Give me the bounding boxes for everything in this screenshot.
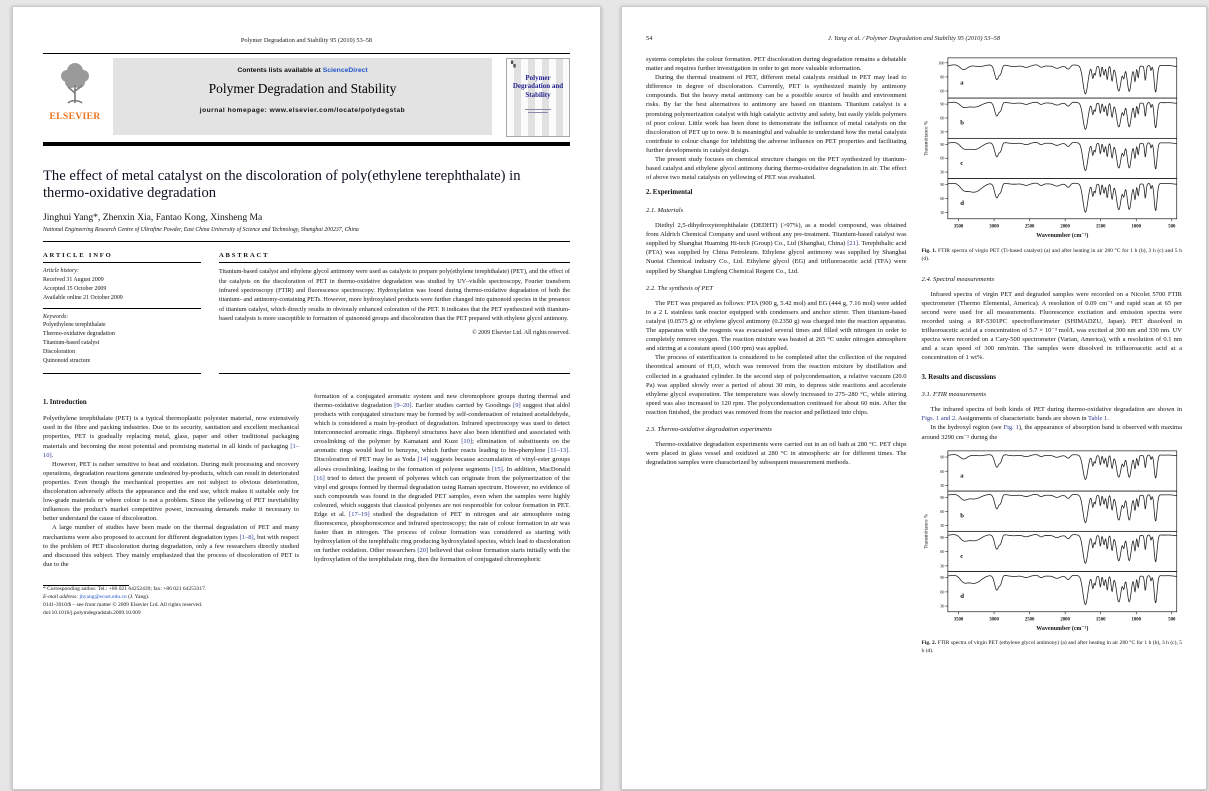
- svg-text:500: 500: [1167, 617, 1175, 623]
- subsection-heading-materials: 2.1. Materials: [646, 206, 684, 214]
- sciencedirect-link[interactable]: ScienceDirect: [322, 67, 368, 74]
- paragraph: systems completes the colour formation. PET discoloration during degradation remains a debatable matter and requires further investigation in order to get more valuable information.: [646, 56, 907, 73]
- history-item: Available online 21 October 2009: [43, 294, 123, 301]
- history-label: Article history:: [43, 268, 79, 275]
- abstract-text: Titanium-based catalyst and ethylene glycol antimony were used as catalysts to prepare poly(ethylene terephthalate) (PET), and the effect of the catalysts on the discoloration of PET in thermo-oxidative degradation was studied by UV–visible spectroscopy, Fourier transform infrared spectroscopy (FTIR) and fluorescence spectroscopy. Hydroxylation was found during thermo-oxidative degradation of both the titanium- and antinomy-containing PETs. However, more hydroxylated products were further changed into quinonoid species in the presence of titanium catalyst, which directly results in obviously enhanced coloration of the PET. It indicates that the PET synthesized with titanium-based catalysts is more susceptible to formation of quinonoid groups and discoloration than the PET prepared with ethylene glycol antimony.: [219, 268, 570, 323]
- footnote-issn: 0141-3910/$ – see front matter © 2009 Elsevier Ltd. All rights reserved. doi:10.1016/j.polymdegradstab.2009.10.009: [43, 601, 203, 616]
- paragraph: formation of a conjugated aromatic system and new chromophore groups during thermal and thermo-oxidative degradation [9–20]. Earlier studies carried by Goodings [9] suggest that aldol products with conjugated structure may be formed by self-condensation of retained acetaldehyde, which is considered a main by-product of degradation. Infrared spectroscopy was used to detect interconnected aromatic rings. Biphenyl structures have also been identified and associated with crosslinking of the polymer by Kamatani and Kuze [10]; elimination of substituents on the aromatic rings would lead to benzyne, which further reacts leading to bis-phenylene [11–13]. Discoloration of PET may be as Yoda [14] suggests because accumulation of vinyl-ester groups allows crosslinking, leading to the formation of polyene segments [15]. In addition, MacDonald [16] tried to detect the present of polyenes which can originate from the polymerization of the vinyl end groups formed by thermal degradation using Raman spectrum. However, no evidence of such compounds was found in the degraded PET samples, even when the samples were highly coloured, which suggests that classical polyenes are not responsible for colour formation in PET. Edge et al. [17–19] studied the degradation of PET in nitrogen and air atmosphere using fluorescence, phosphorescence and infrared spectroscopy; the rate of colour formation in air was faster than in nitrogen. The process of colour formation was considered as starting with hydroxylation of the terephthalic ring producing hydroxylated species, which lead to discoloration on further oxidation. Other researchers [20] believed that colour formation starts initially with the hydroxylation of the terephthalate ring, then the formation of conjugated chromophoric: [314, 392, 571, 564]
- svg-text:30: 30: [939, 563, 944, 569]
- figure-1-caption: Fig. 1. FTIR spectra of virgin PET (Ti-based catalyst) (a) and after heating in air 280 °C for 1 h (b), 3 h (c) and 5 h (d).: [921, 247, 1182, 262]
- elsevier-wordmark: ELSEVIER: [49, 111, 101, 122]
- section-heading-results: 3. Results and discussions: [921, 373, 996, 381]
- page-53: [12, 6, 601, 790]
- section-heading-introduction: 1. Introduction: [43, 398, 87, 406]
- svg-text:30: 30: [939, 129, 944, 135]
- svg-text:1500: 1500: [1095, 224, 1105, 230]
- svg-text:Transmittance %: Transmittance %: [923, 513, 930, 549]
- svg-text:60: 60: [939, 195, 944, 201]
- paragraph: A large number of studies have been made on the thermal degradation of PET and many mechanisms were also proposed to account for different degradation types [1–8], but with respect to the problem of PET discoloration during degradation, only a few researchers directly studied and discussed this subject. They mainly emphasized that the process of discoloration of PET is due to the: [43, 524, 299, 568]
- svg-text:Transmittance %: Transmittance %: [923, 120, 930, 156]
- page2-header: [646, 35, 1182, 47]
- journal-title: Polymer Degradation and Stability: [208, 81, 397, 96]
- elsevier-tree-icon: [54, 92, 96, 109]
- paragraph: The present study focuses on chemical structure changes on the PET synthesized by titanium-based catalyst and ethylene glycol antimony during thermo-oxidative degradation in air. The effect of above two metal catalysts on yellowing of PET was evaluated.: [646, 156, 907, 182]
- journal-homepage: journal homepage: www.elsevier.com/locate/polydegstab: [199, 107, 406, 114]
- svg-text:30: 30: [939, 603, 944, 609]
- svg-text:2500: 2500: [1024, 224, 1034, 230]
- keyword: Thermo-oxidative degradation: [43, 331, 115, 338]
- keywords-label: Keywords:: [43, 313, 69, 320]
- keyword: Quinonoid structure: [43, 357, 91, 364]
- svg-text:b: b: [959, 119, 964, 127]
- svg-text:3500: 3500: [953, 224, 963, 230]
- svg-text:2000: 2000: [1059, 617, 1070, 623]
- subsection-heading-ftir: 3.1. FTIR measurements: [921, 391, 987, 399]
- svg-text:90: 90: [939, 101, 944, 107]
- paragraph: The process of esterification is considered to be completed after the collection of the required theoretical amount of H₂O, which was removed from the reaction mixture by distillation and collected in a graduated cylinder. In the second step of polycondensation, a relative vacuum (20.0 Pa) was applied slowly over a period of about 30 min, to depress side reactions and accelerate ethylene glycol evaporation. The temperature was slowly increased to 275–280 °C, while stirring speed was also increased to 120 rpm. The polycondensation continued for about 60 min. After the reaction finished, the product was removed from the reactor and pelletized into chips.: [646, 354, 907, 416]
- banner-rule: [43, 142, 570, 146]
- keyword: Discoloration: [43, 349, 76, 356]
- keyword: Polyethylene terephthalate: [43, 322, 106, 329]
- page1-body: [43, 392, 570, 618]
- svg-text:a: a: [959, 79, 964, 87]
- subsection-heading-synthesis: 2.2. The synthesis of PET: [646, 284, 714, 292]
- footnote-corresponding: * Corresponding author. Tel.: +86 021 64252439; fax: +86 021 64253317.: [43, 585, 207, 592]
- homepage-url-link[interactable]: www.elsevier.com/locate/polydegstab: [269, 107, 406, 114]
- svg-text:d: d: [959, 200, 964, 208]
- cover-mark-icon: ▚: [511, 62, 516, 68]
- page-54: [621, 6, 1207, 790]
- page1-column-1: [43, 392, 299, 618]
- svg-text:30: 30: [939, 209, 944, 215]
- abstract-panel: [219, 248, 570, 374]
- keywords-block: [43, 308, 201, 366]
- svg-text:2000: 2000: [1059, 224, 1070, 230]
- svg-text:30: 30: [939, 482, 944, 488]
- svg-text:60: 60: [939, 88, 944, 94]
- svg-text:a: a: [959, 472, 964, 480]
- svg-text:90: 90: [939, 141, 944, 147]
- email-link[interactable]: jhyang@ecust.edu.cn: [79, 593, 127, 600]
- svg-text:2500: 2500: [1024, 617, 1034, 623]
- abstract-copyright: © 2009 Elsevier Ltd. All rights reserved.: [472, 329, 570, 336]
- affiliation: National Engineering Research Centre of Ultrafine Powder, East China University of Science and Technology, Shanghai 200237, China: [43, 227, 359, 234]
- article-title: The effect of metal catalyst on the discoloration of poly(ethylene terephthalate) in thermo-oxidative degradation: [43, 167, 521, 202]
- journal-cover-thumbnail[interactable]: ▚ Polymer Degradation and Stability: [506, 58, 570, 137]
- svg-text:500: 500: [1167, 224, 1175, 230]
- svg-text:60: 60: [939, 589, 944, 595]
- svg-text:60: 60: [939, 115, 944, 121]
- svg-text:30: 30: [939, 169, 944, 175]
- svg-text:60: 60: [939, 508, 944, 514]
- svg-text:30: 30: [939, 522, 944, 528]
- svg-text:80: 80: [939, 74, 944, 80]
- page1-column-2: [314, 392, 570, 618]
- svg-text:90: 90: [939, 494, 944, 500]
- svg-text:Wavenumber (cm⁻¹): Wavenumber (cm⁻¹): [1035, 625, 1088, 632]
- page2-column-2: [922, 55, 1183, 667]
- title-rule: [43, 241, 570, 242]
- svg-text:90: 90: [939, 534, 944, 540]
- page-number: 54: [646, 35, 653, 42]
- article-info-heading: ARTICLE INFO: [43, 252, 113, 260]
- abstract-heading: ABSTRACT: [219, 252, 270, 260]
- svg-text:90: 90: [939, 182, 944, 188]
- paragraph: The infrared spectra of both kinds of PET during thermo-oxidative degradation are shown in Figs. 1 and 2. Assignments of characteristic bands are shown in Table 1.: [921, 406, 1182, 423]
- figure-1-ftir-chart: [922, 55, 1183, 245]
- svg-text:1000: 1000: [1130, 617, 1141, 623]
- svg-text:60: 60: [939, 155, 944, 161]
- svg-text:c: c: [959, 552, 963, 560]
- figure-2-ftir-chart: [922, 448, 1183, 638]
- svg-text:100: 100: [937, 60, 944, 66]
- contents-line: Contents lists available at ScienceDirect: [237, 67, 368, 74]
- page2-column-1: [646, 55, 907, 667]
- svg-text:1500: 1500: [1095, 617, 1105, 623]
- svg-text:b: b: [959, 512, 964, 520]
- svg-text:60: 60: [939, 548, 944, 554]
- paragraph: Diethyl 2,5-dihydroxyterephthalate (DEDHT) (>97%), as a model compound, was obtained from Aldrich Chemical Company and used without any pre-treatment. Titanium-based catalyst was supplied by Shanghai Huaming Hi-tech (Group) Co., Ltd (Shanghai, China) [21]. Terephthalic acid (PTA) was supplied by China Petroleum. Ethylene glycol antimony was supplied by Shanghai Nuotai Chemical industry Co., Ltd. Ethylene glycol (EG) and trifluoroacetic acid (TFA) were supplied by Shanghai Lingfeng Chemical Regent Co., Ltd.: [646, 222, 907, 275]
- svg-text:c: c: [959, 159, 963, 167]
- paragraph: Infrared spectra of virgin PET and degraded samples were recorded on a Nicolet 5700 FTIR spectrometer (Thermo Elemental, America). A resolution of 0.09 cm⁻¹ and rapid scan at 65 per second were used for all measurements. Fluorescence excitation and emission spectra were recorded using a RF-5301PC spectrofluorimeter (SHIMADZU, Japan). PET dissolved in trifluoroacetic acid at a concentration of 5.7 × 10⁻³ mol/L was excited at 300 nm and 330 nm. UV spectra were recorded on a Cary-500 spectrometer (Varian, America), with a resolution of 0.1 nm and a scan speed of 300 nm/min. The samples were dissolved in trifluoroacetic acid at a concentration of 1 wt%.: [921, 290, 1182, 362]
- svg-text:1000: 1000: [1130, 224, 1141, 230]
- authors-line: Jinghui Yang*, Zhenxin Xia, Fantao Kong, Xinsheng Ma: [43, 212, 263, 224]
- elsevier-logo[interactable]: [43, 59, 107, 137]
- journal-citation: Polymer Degradation and Stability 95 (2010) 53–58: [240, 37, 373, 44]
- keyword: Titanium-based catalyst: [43, 340, 100, 347]
- paragraph: Polyethylene terephthalate (PET) is a typical thermoplastic polyester material, now extensively used in the fibre and packing industries. Due to its security, sanitation and excellent mechanical properties, PET is gradually replacing metal, glass, paper and other traditional packaging materials and becoming the most potential and promising material in all kinds of packaging [1–10].: [43, 415, 299, 459]
- figure-2-caption: Fig. 2. FTIR spectra of virgin PET (ethylene glycol antimony) (a) and after heating in air 280 °C for 1 h (b), 3 h (c), 5 h (d).: [921, 640, 1183, 655]
- running-head: J. Yang et al. / Polymer Degradation and Stability 95 (2010) 53–58: [827, 35, 1001, 42]
- paragraph: During the thermal treatment of PET, different metal catalysts residual in PET may lead to difference in degree of discoloration. Currently, PET is synthesized mainly by antimony compounds. But the heavy metal antimony can be a possible source of health and environment risks. By far the best alternatives to antimony are based on titanium. Titanium catalyst is a promising polymerization catalyst with high catalytic activity and safety, but easily yields polymers of poor colour. Little work has been done to demonstrate the influence of metal catalysts on the discoloration of PET up to now. It is meaningful and valuable to understand how the metal catalysts contribute to colour change for inhibiting the adverse influence on PET properties and facilitating further developments in catalyst design.: [646, 74, 907, 154]
- history-item: Received 31 August 2009: [43, 277, 104, 284]
- svg-text:60: 60: [939, 468, 944, 474]
- paragraph: However, PET is rather sensitive to heat and oxidation. During melt processing and recovery operations, degradation reactions generate undesired by-products, which can result in deteriorated properties. Even though the mechanical properties are not subject to obvious deterioration, discoloration adversely affects the appearance and the end use, which makes it suitable only for low-grade materials or where colour is not a problem. Since the yellowing of PET inevitability influences the product's market competitive power, increasing demands make it necessary to better understand the cause of discoloration.: [43, 460, 299, 523]
- journal-banner: [43, 53, 570, 140]
- subsection-heading-thermo: 2.3. Thermo-oxidative degradation experiments: [646, 426, 772, 434]
- article-info-panel: [43, 248, 201, 374]
- info-abstract-row: [43, 248, 570, 374]
- section-heading-experimental: 2. Experimental: [646, 189, 693, 197]
- subsection-heading-spectral: 2.4. Spectral measurements: [921, 275, 995, 283]
- paragraph: The PET was prepared as follows: PTA (900 g, 5.42 mol) and EG (444 g, 7.16 mol) were added to a 2 L stainless tank reactor equipped with condensers and anchor stirrer. Then titanium-based catalyst (0.0575 g) or ethylene glycol antimony (0.2350 g) was charged into the reaction apparatus. The apparatus with the reagents was evacuated several times and filled with nitrogen in order to completely remove oxygen. The reaction mixture was heated at 265 °C under nitrogen atmosphere and stirring at a constant speed (100 rpm) was applied.: [646, 299, 907, 353]
- svg-text:Wavenumber (cm⁻¹): Wavenumber (cm⁻¹): [1035, 232, 1088, 239]
- banner-center: [113, 58, 492, 135]
- svg-text:90: 90: [939, 454, 944, 460]
- doi-link[interactable]: doi:10.1016/j.polymdegradstab.2009.10.009: [43, 609, 141, 616]
- svg-text:90: 90: [939, 574, 944, 580]
- svg-text:3500: 3500: [953, 617, 963, 623]
- paragraph: Thermo-oxidative degradation experiments were carried out in an oil bath at 280 °C. PET chips were placed in glass vessel and oxidized at 280 °C in atmospheric air for different times. The degradation samples were characterized by subsequent measurement methods.: [646, 441, 907, 467]
- svg-text:3000: 3000: [988, 224, 999, 230]
- history-item: Accepted 15 October 2009: [43, 285, 107, 292]
- svg-text:3000: 3000: [988, 617, 999, 623]
- paragraph: In the hydroxyl region (see Fig. 1), the appearance of absorption band is observed with maxima around 3290 cm⁻¹ during the: [921, 424, 1182, 441]
- footnote-email: E-mail address: jhyang@ecust.edu.cn (J. Yang).: [43, 593, 150, 600]
- svg-text:d: d: [959, 592, 964, 600]
- page2-body: [646, 55, 1182, 667]
